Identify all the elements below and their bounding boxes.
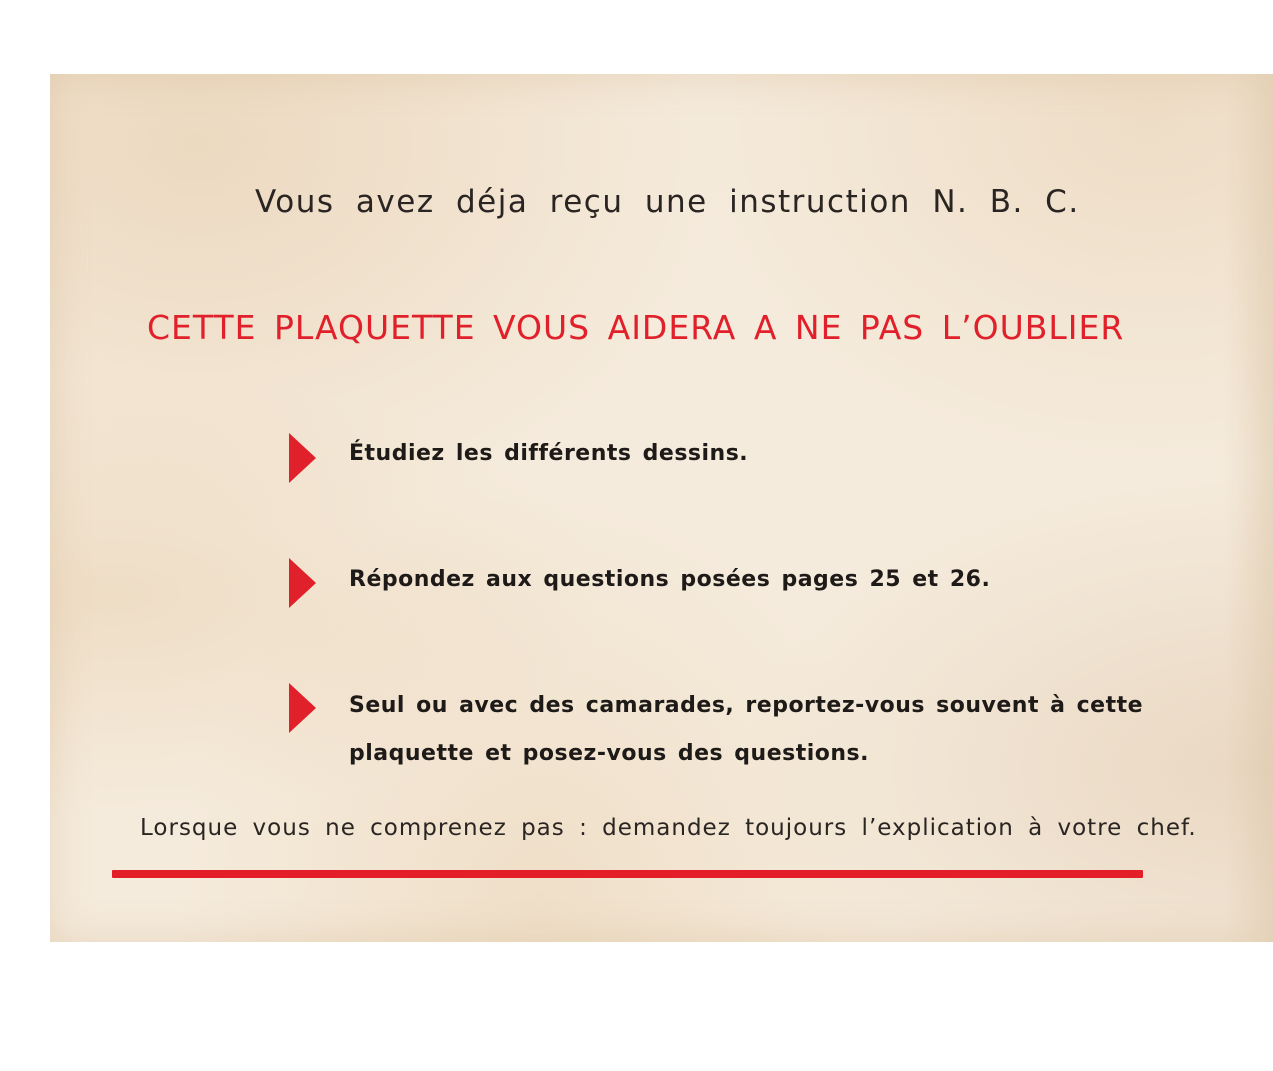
instruction-item-3 [349,682,1143,778]
headline: CETTE PLAQUETTE VOUS AIDERA A NE PAS L’OUBLIER [147,308,1125,347]
paper-edge [1223,74,1273,942]
footer-note: Lorsque vous ne comprenez pas : demandez toujours l’explication à votre chef. [140,815,1197,841]
red-triangle-icon [289,433,316,483]
intro-line: Vous avez déja reçu une instruction N. B. C. [255,184,1080,220]
instruction-line: plaquette et posez-vous des questions. [349,741,869,766]
instruction-line: Étudiez les différents dessins. [349,441,749,466]
red-triangle-icon [289,683,316,733]
instruction-item-1 [349,430,748,478]
instruction-line: Seul ou avec des camarades, reportez-vous souvent à cette [349,693,1144,718]
red-triangle-icon [289,558,316,608]
red-rule-divider [112,870,1143,878]
instruction-item-2 [349,556,990,604]
instruction-line: Répondez aux questions posées pages 25 et 26. [349,567,991,592]
